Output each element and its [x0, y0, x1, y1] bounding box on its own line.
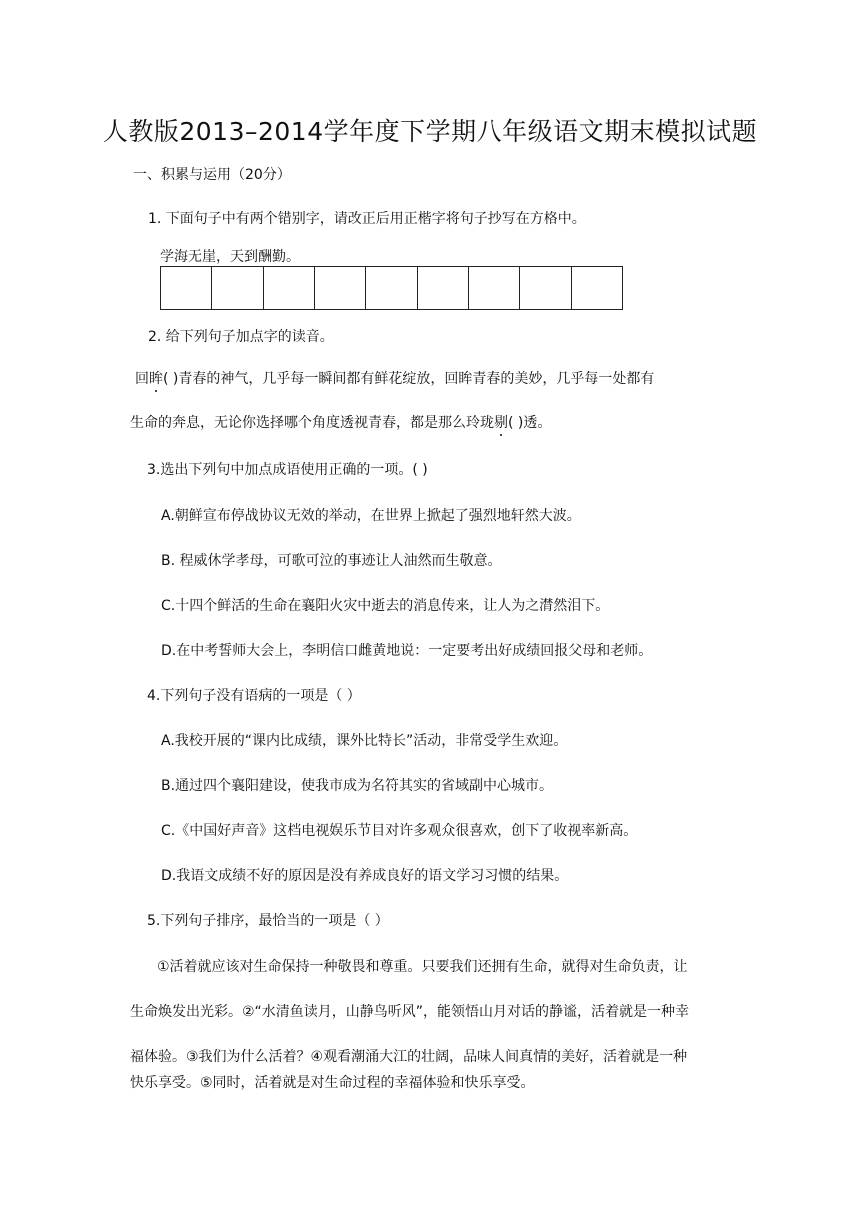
question-4-option-c: C.《中国好声音》这档电视娱乐节目对许多观众很喜欢，创下了收视率新高。: [161, 823, 638, 839]
question-4-stem: 4.下列句子没有语病的一项是（ ）: [147, 688, 361, 704]
question-2-line-2: [130, 412, 551, 432]
question-5-line: 福体验。③我们为什么活着？④观看潮涌大江的壮阔，品味人间真情的美好，活着就是一种: [130, 1049, 688, 1065]
text-fragment: ( )青春的神气，几乎每一瞬间都有鲜花绽放，回眸青春的美妙，几乎每一处都有: [163, 371, 655, 387]
grid-cell: [264, 267, 315, 309]
question-2-line-1: [135, 368, 654, 388]
text-fragment: 生命的奔息，无论你选择哪个角度透视青春，都是那么玲珑: [130, 415, 494, 431]
grid-cell: [469, 267, 520, 309]
dotted-character: 眸: [149, 371, 163, 387]
question-1-sentence: 学海无崖，天到酬勤。: [160, 249, 300, 265]
question-3-option-a: A.朝鲜宣布停战协议无效的举动，在世界上掀起了强烈地轩然大波。: [161, 508, 581, 524]
question-4-option-a: A.我校开展的“课内比成绩，课外比特长”活动，非常受学生欢迎。: [161, 733, 568, 749]
grid-cell: [418, 267, 469, 309]
page-title: 人教版2013–2014学年度下学期八年级语文期末模拟试题: [102, 117, 758, 146]
question-5-stem: 5.下列句子排序，最恰当的一项是（ ）: [147, 913, 389, 929]
question-3-option-d: D.在中考誓师大会上，李明信口雌黄地说：一定要考出好成绩回报父母和老师。: [161, 643, 653, 659]
section-heading: 一、积累与运用（20分）: [133, 167, 291, 183]
text-fragment: 回: [135, 371, 149, 387]
question-1-stem: 1. 下面句子中有两个错别字，请改正后用正楷字将句子抄写在方格中。: [148, 211, 586, 227]
grid-cell: [572, 267, 622, 309]
dotted-character: 剔: [494, 415, 508, 431]
question-5-line: 快乐享受。⑤同时，活着就是对生命过程的幸福体验和快乐享受。: [130, 1075, 535, 1091]
grid-cell: [520, 267, 571, 309]
question-3-option-c: C.十四个鲜活的生命在襄阳火灾中逝去的消息传来，让人为之潸然泪下。: [161, 598, 610, 614]
grid-cell: [366, 267, 417, 309]
question-2-stem: 2. 给下列句子加点字的读音。: [148, 329, 334, 345]
grid-cell: [315, 267, 366, 309]
question-4-option-d: D.我语文成绩不好的原因是没有养成良好的语文学习习惯的结果。: [161, 868, 569, 884]
question-4-option-b: B.通过四个襄阳建设，使我市成为名符其实的省域副中心城市。: [161, 778, 554, 794]
question-5-line: 生命焕发出光彩。②“水清鱼读月，山静鸟听风”，能领悟山月对话的静谧，活着就是一种幸: [130, 1004, 690, 1020]
grid-cell: [212, 267, 263, 309]
answer-grid: [160, 266, 623, 310]
grid-cell: [161, 267, 212, 309]
question-3-option-b: B. 程威休学孝母，可歌可泣的事迹让人油然而生敬意。: [161, 553, 502, 569]
text-fragment: ( )透。: [508, 415, 552, 431]
question-3-stem: 3.选出下列句中加点成语使用正确的一项。( ): [147, 462, 428, 478]
question-5-line: ①活着就应该对生命保持一种敬畏和尊重。只要我们还拥有生命，就得对生命负责，让: [157, 959, 688, 975]
